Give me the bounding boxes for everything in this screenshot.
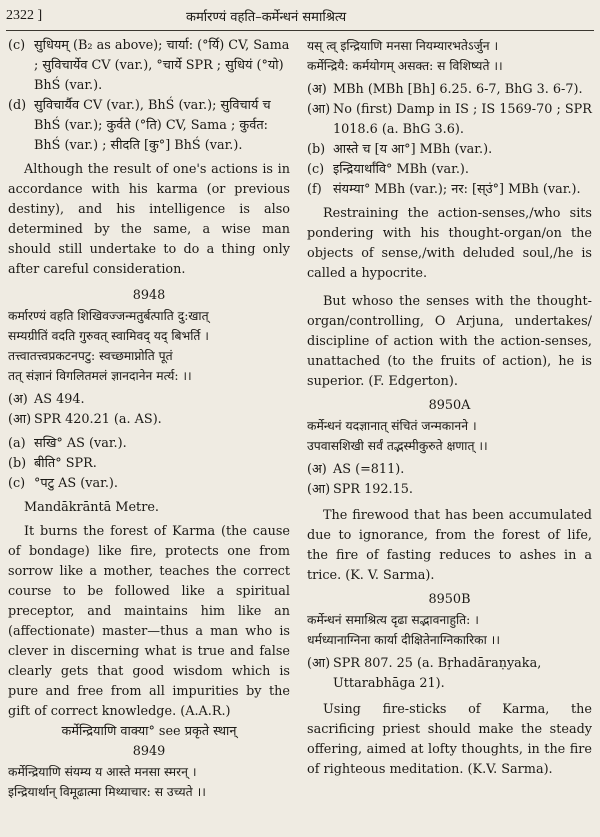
verse-line: सम्यग्रीतिं वदति गुरुवत् स्वामिवद् यद् बिभर्ति । [8, 329, 209, 343]
variant-entry [8, 454, 290, 474]
variant-label: (c) [307, 162, 325, 177]
verse-line: धर्मध्यानाग्निना कार्या दीक्षितेनाग्निकारिका ।। [307, 633, 501, 647]
verse-line: कर्मेन्धनं समाश्रित्य दृढा सद्भावनाहुति: । [307, 613, 479, 627]
page-number: 2322 ] [6, 8, 43, 23]
variant-label: (b) [307, 142, 326, 157]
source-label: (आ) [307, 102, 331, 117]
source-text: SPR 192.15. [333, 482, 413, 497]
source-text: No (first) Damp in IS ; IS 1569-70 ; SPR 1018.6 (a. BhG 3.6). [333, 102, 592, 137]
variant-entry [8, 36, 290, 96]
source-entry [307, 80, 592, 100]
source-entry [307, 460, 592, 480]
source-text: SPR 420.21 (a. AS). [34, 412, 162, 427]
left-column [8, 36, 290, 802]
variant-label: (b) [8, 456, 27, 471]
verse-line: कर्मारण्यं वहति शिखिवज्जन्मतुर्बत्पाति दु:खात् [8, 309, 209, 323]
source-entry [307, 480, 592, 500]
source-label: (आ) [307, 482, 331, 497]
variant-label: (a) [8, 436, 26, 451]
variant-text: सुधियम् (B₂ as above); चार्या: (°र्यि) CV, Sama ; सुविचार्येव CV (var.), °चार्ये SPR ; सुधियं (°यो) BhŚ (var.). [34, 38, 290, 93]
variant-text: आस्ते च [य आ°] MBh (var.). [333, 142, 493, 157]
variant-entry [8, 96, 290, 156]
verse-number: 8949 [132, 744, 166, 759]
source-entry [8, 410, 290, 430]
verse-line: तत् संज्ञानं विगलितमलं ज्ञानदानेन मर्त्य: ।। [8, 369, 192, 383]
source-label: (अ) [307, 462, 327, 477]
variant-entry [307, 140, 592, 160]
translation-paragraph: The firewood that has been accumulated due to ignorance, from the forest of life, the fire of fasting reduces to ashes in a trice. (K. V. Sarma). [307, 508, 592, 583]
cross-reference: कर्मेन्द्रियाणि वाक्या° see प्रकृते स्थान् [61, 724, 237, 739]
verse-line: कर्मेन्द्रियै: कर्मयोगम् असक्त: स विशिष्यते ।। [307, 59, 503, 73]
source-label: (आ) [307, 656, 331, 671]
translation-paragraph: But whoso the senses with the thought-organ/controlling, O Arjuna, undertakes/ discipline of action with the action-senses, unattached (to the fruits of action), he is superior. (F. Edgerton). [307, 294, 592, 389]
verse-number: 8950A [428, 398, 471, 413]
verse-line: कर्मेन्द्रियाणि संयम्य य आस्ते मनसा स्मरन् । [8, 765, 197, 779]
variant-label: (c) [8, 38, 26, 53]
variant-entry [307, 160, 592, 180]
right-column [307, 36, 592, 780]
variant-text: संयम्या° MBh (var.); नर: [स्उं°] MBh (var.). [333, 182, 581, 197]
variant-text: °पटु AS (var.). [34, 476, 118, 491]
variant-text: इन्द्रियार्थांवि° MBh (var.). [333, 162, 469, 177]
variant-label: (d) [8, 98, 27, 113]
variant-text: बीति° SPR. [34, 456, 97, 471]
metre-note: Mandākrāntā Metre. [24, 500, 159, 515]
variant-entry [307, 180, 592, 200]
source-text: AS (=811). [333, 462, 405, 477]
variant-entry [8, 474, 290, 494]
verse-line: यस् त्व् इन्द्रियाणि मनसा नियम्यारभतेऽर्जुन । [307, 39, 499, 53]
source-label: (आ) [8, 412, 32, 427]
variant-label: (c) [8, 476, 26, 491]
translation-paragraph: Using fire-sticks of Karma, the sacrificing priest should make the steady offering, aimed at lofty thoughts, in the fire of righteous meditation. (K.V. Sarma). [307, 702, 592, 777]
verse-line: कर्मेन्धनं यदज्ञानात् संचितं जन्मकानने । [307, 419, 477, 433]
variant-label: (f) [307, 182, 322, 197]
verse-line: उपवासशिखी सर्वं तद्भस्मीकुरुते क्षणात् ।। [307, 439, 488, 453]
source-text: MBh (MBh [Bh] 6.25. 6-7, BhG 3. 6-7). [333, 82, 583, 97]
verse-line: तत्त्वातत्त्वप्रकटनपटु: स्वच्छमाप्नोति पूतं [8, 349, 173, 363]
running-title: कर्मारण्यं वहति–कर्मेन्धनं समाश्रित्य [186, 10, 347, 25]
variant-text: सुविचार्यैव CV (var.), BhŚ (var.); सुविचार्य च BhŚ (var.); कुर्वते (°ति) CV, Sama ; कुर्वत: BhŚ (var.) ; सीदति [कु°] BhŚ (var.). [34, 98, 271, 153]
source-entry [307, 654, 592, 694]
source-entry [8, 390, 290, 410]
variant-text: सखि° AS (var.). [34, 436, 127, 451]
translation-paragraph: Although the result of one's actions is in accordance with his karma (or previous destiny), and his intelligence is also determined by the same, a wise man should still undertake to do a thing only after careful consideration. [8, 162, 290, 277]
verse-line: इन्द्रियार्थान् विमूढात्मा मिथ्याचार: स उच्यते ।। [8, 785, 206, 799]
source-text: AS 494. [34, 392, 85, 407]
source-entry [307, 100, 592, 140]
running-header [6, 6, 594, 31]
source-text: SPR 807. 25 (a. Bṛhadāraṇyaka, Uttarabhāga 21). [333, 656, 542, 691]
verse-number: 8950B [428, 592, 471, 607]
source-label: (अ) [307, 82, 327, 97]
verse-number: 8948 [132, 288, 166, 303]
translation-paragraph: It burns the forest of Karma (the cause of bondage) like fire, protects one from sorrow like a mother, teaches the correct course to be followed like a spiritual preceptor, and maintains him like an (affectionate) master—thus a man who is clever in discerning what is true and false clearly gets that good wisdom which is pure and free from all impurities by the gift of correct knowledge. (A.A.R.) [8, 524, 290, 719]
variant-entry [8, 434, 290, 454]
source-label: (अ) [8, 392, 28, 407]
translation-paragraph: Restraining the action-senses,/who sits pondering with his thought-organ/on the objects of sense,/with deluded soul,/he is called a hypocrite. [307, 206, 592, 281]
